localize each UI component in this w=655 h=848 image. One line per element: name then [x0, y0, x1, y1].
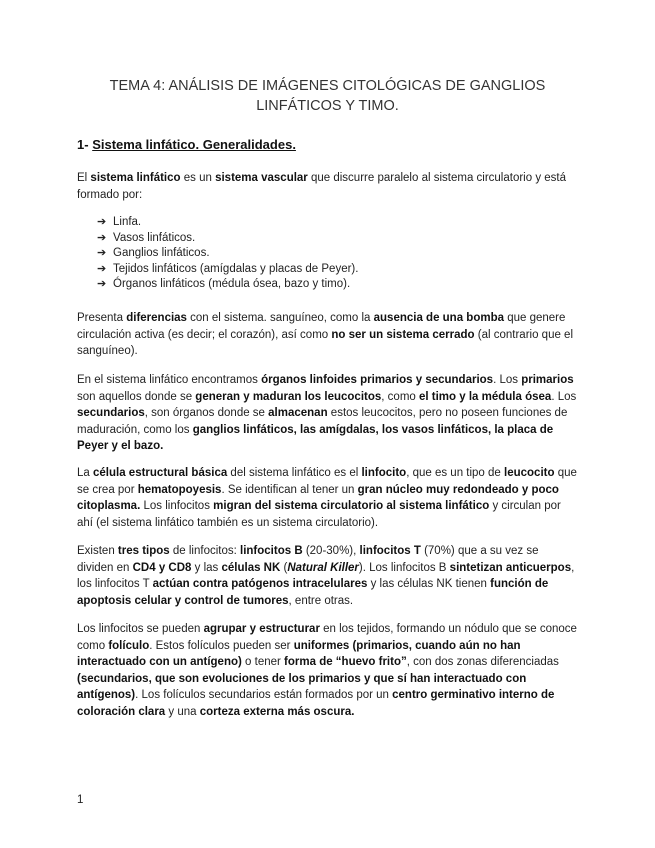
- text: . Los: [551, 390, 577, 403]
- arrow-bullet-icon: ➔: [97, 247, 107, 259]
- bold-text: linfocito: [361, 467, 407, 479]
- bold-text: gran núcleo muy redondeado y poco citoplasma.: [77, 483, 559, 512]
- bold-text: centro germinativo interno de coloración clara: [77, 689, 555, 718]
- text: o tener: [241, 656, 285, 668]
- text: , con dos zonas diferenciadas: [406, 656, 559, 668]
- paragraph-lymphoid-organs: [77, 372, 577, 455]
- text: (20-30%),: [302, 545, 360, 557]
- text: , entre otras.: [288, 594, 354, 607]
- bold-text: sistema vascular: [215, 172, 308, 184]
- section-number: 1-: [77, 137, 89, 152]
- bold-text: (secundarios, que son evoluciones de los primarios y que sí han interactuado con antígenos): [77, 672, 527, 701]
- text: con el sistema. sanguíneo, como la: [186, 312, 374, 324]
- text: , como: [381, 390, 419, 403]
- document-title: [60, 76, 595, 116]
- text: en los tejidos, formando un nódulo que se conoce como: [77, 623, 577, 652]
- bold-text: linfocitos B: [240, 545, 303, 557]
- text: (70%) que a su vez se dividen en: [77, 545, 539, 574]
- text: La: [77, 467, 93, 479]
- text: , que es un tipo de: [406, 467, 505, 479]
- text: , los linfocitos T: [77, 561, 575, 590]
- bold-text: CD4 y CD8: [132, 561, 192, 574]
- text: (al contrario que el sanguíneo).: [77, 328, 574, 357]
- text: El: [77, 172, 91, 184]
- list-item: [97, 215, 358, 231]
- text: . Estos folículos pueden ser: [149, 639, 294, 652]
- bold-text: órganos linfoides primarios y secundarios: [261, 374, 494, 386]
- text: estos leucocitos, pero no poseen funciones de maduración, como los: [77, 407, 568, 436]
- bold-text: sistema linfático: [90, 172, 181, 184]
- paragraph-follicles: [77, 621, 577, 720]
- list-item-text: Tejidos linfáticos (amígdalas y placas de Peyer).: [113, 262, 359, 275]
- text: son aquellos donde se: [77, 390, 196, 403]
- bold-text: folículo: [108, 639, 150, 652]
- title-line-1: TEMA 4: ANÁLISIS DE IMÁGENES CITOLÓGICAS DE GANGLIOS: [109, 78, 546, 94]
- bold-text: generan y maduran los leucocitos: [195, 390, 382, 403]
- list-item-text: Linfa.: [113, 216, 142, 228]
- bold-text: ausencia de una bomba: [373, 312, 504, 324]
- text: es un: [180, 172, 216, 184]
- arrow-bullet-icon: ➔: [97, 216, 107, 228]
- bold-text: célula estructural básica: [93, 467, 228, 479]
- bold-text: linfocitos T: [359, 545, 421, 557]
- paragraph-lymphocyte-types: [77, 543, 577, 609]
- text: ). Los linfocitos B: [358, 561, 450, 574]
- bold-text: primarios: [521, 374, 574, 386]
- bold-text: corteza externa más oscura.: [199, 705, 355, 718]
- text: y las: [191, 561, 222, 574]
- bold-text: tres tipos: [117, 545, 170, 557]
- bold-text: función de apoptosis celular y control de tumores: [77, 578, 549, 607]
- bold-text: almacenan: [268, 407, 328, 419]
- section-heading: [77, 137, 296, 152]
- arrow-bullet-icon: ➔: [97, 262, 107, 275]
- bold-italic-text: Natural Killer: [287, 561, 359, 574]
- list-item: [97, 246, 358, 262]
- arrow-bullet-icon: ➔: [97, 231, 107, 244]
- bold-text: actúan contra patógenos intracelulares: [152, 578, 368, 590]
- text: que discurre paralelo al sistema circulatorio y está formado por:: [77, 172, 567, 201]
- paragraph-differences: [77, 310, 577, 360]
- page-number: 1: [77, 794, 84, 806]
- bold-text: hematopoyesis: [137, 483, 222, 496]
- text: (: [280, 561, 288, 574]
- text: , son órganos donde se: [144, 407, 269, 419]
- bold-text: migran del sistema circulatorio al sistema linfático: [213, 500, 490, 512]
- text: Existen: [77, 545, 118, 557]
- bold-text: células NK: [221, 561, 281, 574]
- list-item-text: Órganos linfáticos (médula ósea, bazo y timo).: [113, 278, 351, 290]
- list-item: [97, 231, 358, 247]
- bold-text: no ser un sistema cerrado: [331, 328, 475, 341]
- text: . Los folículos secundarios están formados por un: [135, 689, 393, 701]
- text: de linfocitos:: [169, 545, 241, 557]
- text: del sistema linfático es el: [227, 467, 362, 479]
- text: y las células NK tienen: [367, 578, 491, 590]
- paragraph-lymphocyte: [77, 465, 577, 531]
- bold-text: secundarios: [77, 407, 145, 419]
- list-item-text: Ganglios linfáticos.: [113, 247, 210, 259]
- bold-text: ganglios linfáticos, las amígdalas, los vasos linfáticos, la placa de Peyer y el bazo.: [77, 423, 554, 452]
- text: y circulan por ahí (el sistema linfático también es un sistema circulatorio).: [77, 500, 561, 529]
- list-item-text: Vasos linfáticos.: [113, 231, 196, 244]
- text: . Se identifican al tener un: [221, 483, 358, 496]
- bold-text: diferencias: [126, 312, 187, 324]
- text: que genere circulación activa (es decir; el corazón), así como: [77, 312, 566, 341]
- text: . Los: [493, 374, 522, 386]
- text: En el sistema linfático encontramos: [77, 374, 262, 386]
- list-item: [97, 277, 358, 293]
- bold-text: agrupar y estructurar: [203, 623, 320, 635]
- section-title: Sistema linfático. Generalidades.: [92, 137, 296, 152]
- bold-text: sintetizan anticuerpos: [449, 561, 572, 574]
- bold-text: uniformes (primarios, cuando aún no han interactuado con un antígeno): [77, 639, 521, 668]
- text: y una: [165, 705, 200, 718]
- bold-text: forma de “huevo frito”: [284, 656, 407, 668]
- components-list: [97, 215, 358, 293]
- bold-text: leucocito: [504, 467, 555, 479]
- text: que se crea por: [77, 467, 577, 496]
- text: Los linfocitos se pueden: [77, 623, 204, 635]
- text: Los linfocitos: [140, 500, 214, 512]
- title-line-2: LINFÁTICOS Y TIMO.: [256, 98, 399, 114]
- bold-text: el timo y la médula ósea: [419, 390, 552, 403]
- arrow-bullet-icon: ➔: [97, 278, 107, 290]
- text: Presenta: [77, 312, 127, 324]
- list-item: [97, 262, 358, 278]
- paragraph-intro: [77, 170, 577, 203]
